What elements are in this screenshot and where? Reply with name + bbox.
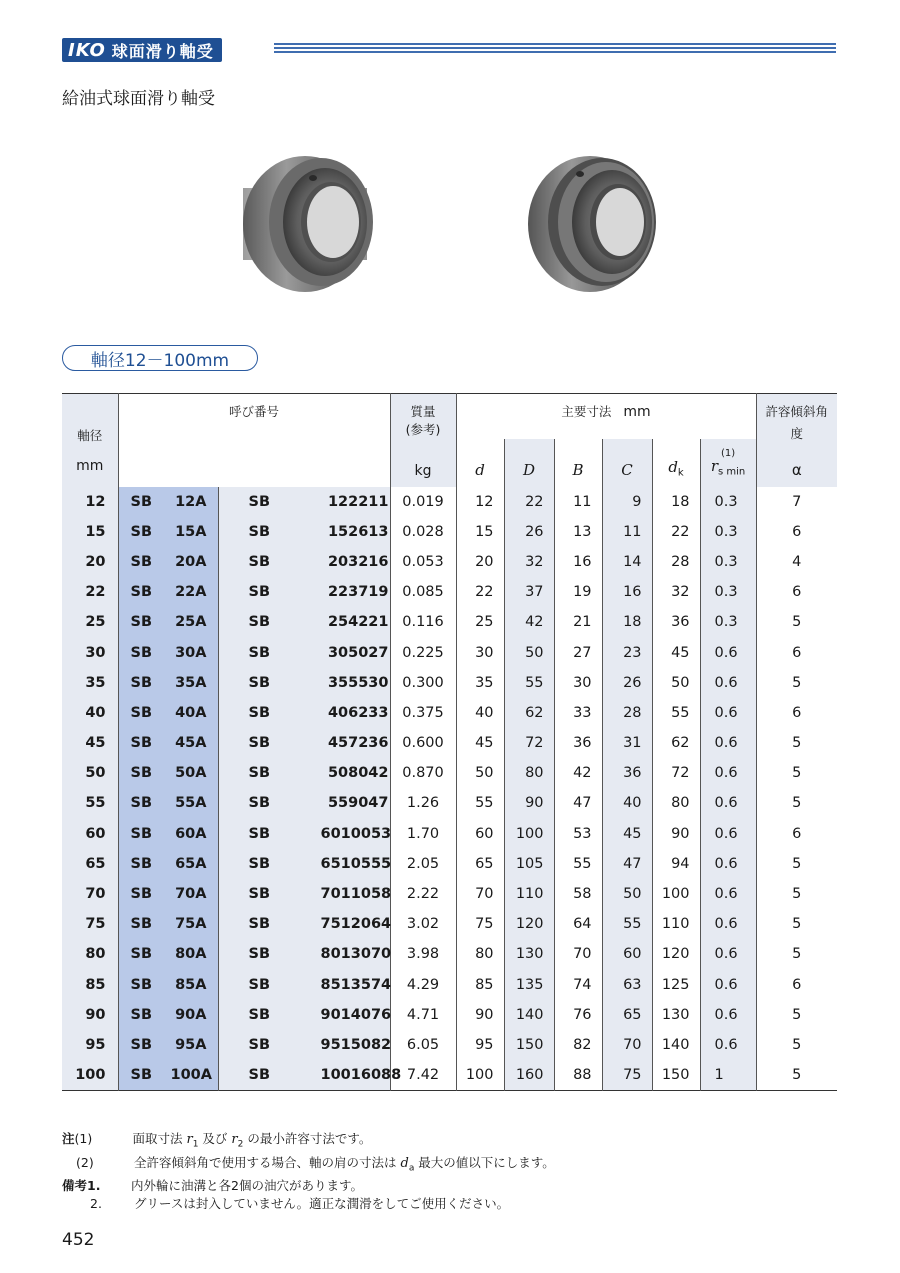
cell-mass: 1.70 [390,819,456,849]
notes [62,1130,555,1213]
cell-shaft: 95 [62,1030,118,1060]
header-shaft-dia: 軸径 mm [62,394,118,487]
cell-mass: 4.29 [390,970,456,1000]
cell-designation-b: SB 6010053 [218,819,390,849]
cell-shaft: 22 [62,577,118,607]
cell-alpha: 6 [756,637,837,667]
remark-1: 備考1. 内外輪に油溝と各2個の油穴があります。 [62,1178,363,1193]
cell-dk: 28 [652,547,700,577]
cell-D: 62 [504,698,554,728]
cell-D: 140 [504,1000,554,1030]
cell-alpha: 6 [756,970,837,1000]
cell-designation-b: SB 355530 [218,668,390,698]
cell-D: 72 [504,728,554,758]
table-row [62,577,837,607]
cell-dk: 55 [652,698,700,728]
cell-B: 58 [554,879,602,909]
cell-designation-a: SB 45A [118,728,218,758]
table-row [62,517,837,547]
cell-designation-b: SB 457236 [218,728,390,758]
cell-designation-b: SB 122211 [218,487,390,517]
cell-shaft: 65 [62,849,118,879]
cell-dk: 125 [652,970,700,1000]
cell-designation-a: SB 70A [118,879,218,909]
cell-B: 33 [554,698,602,728]
cell-mass: 3.98 [390,939,456,969]
cell-dk: 62 [652,728,700,758]
cell-rs: 0.6 [700,939,756,969]
cell-B: 82 [554,1030,602,1060]
cell-dk: 94 [652,849,700,879]
cell-B: 30 [554,668,602,698]
note-1: 注(1) 面取寸法 $r_1$ 及び $r_2$ の最小許容寸法です。 [62,1131,372,1150]
cell-B: 70 [554,939,602,969]
cell-mass: 2.22 [390,879,456,909]
cell-designation-b: SB 223719 [218,577,390,607]
cell-B: 27 [554,637,602,667]
table-row [62,788,837,818]
cell-D: 130 [504,939,554,969]
cell-d: 20 [456,547,504,577]
cell-rs: 0.3 [700,577,756,607]
cell-d: 90 [456,1000,504,1030]
cell-shaft: 35 [62,668,118,698]
cell-C: 23 [602,637,652,667]
cell-C: 26 [602,668,652,698]
cell-shaft: 40 [62,698,118,728]
cell-alpha: 5 [756,728,837,758]
table-row [62,487,837,517]
cell-C: 9 [602,487,652,517]
cell-shaft: 100 [62,1060,118,1091]
cell-shaft: 60 [62,819,118,849]
cell-alpha: 5 [756,758,837,788]
cell-alpha: 6 [756,698,837,728]
table-row [62,728,837,758]
cell-designation-b: SB 9515082 [218,1030,390,1060]
cell-designation-b: SB 8013070 [218,939,390,969]
cell-C: 40 [602,788,652,818]
cell-designation-b: SB 9014076 [218,1000,390,1030]
cell-shaft: 15 [62,517,118,547]
table-row [62,819,837,849]
cell-rs: 0.6 [700,849,756,879]
cell-C: 36 [602,758,652,788]
cell-d: 50 [456,758,504,788]
cell-alpha: 6 [756,577,837,607]
header-col-C: C [602,439,652,487]
cell-dk: 72 [652,758,700,788]
cell-rs: 0.6 [700,1000,756,1030]
cell-C: 60 [602,939,652,969]
cell-d: 15 [456,517,504,547]
cell-B: 88 [554,1060,602,1091]
cell-designation-a: SB 15A [118,517,218,547]
cell-B: 42 [554,758,602,788]
cell-d: 22 [456,577,504,607]
header-designation: 呼び番号 [118,394,390,487]
cell-D: 55 [504,668,554,698]
cell-D: 150 [504,1030,554,1060]
cell-alpha: 5 [756,1000,837,1030]
cell-dk: 140 [652,1030,700,1060]
cell-rs: 0.3 [700,487,756,517]
table-row [62,637,837,667]
cell-shaft: 30 [62,637,118,667]
cell-alpha: 7 [756,487,837,517]
cell-B: 11 [554,487,602,517]
table-row [62,668,837,698]
cell-dk: 90 [652,819,700,849]
cell-dk: 110 [652,909,700,939]
cell-shaft: 85 [62,970,118,1000]
cell-designation-a: SB 75A [118,909,218,939]
cell-designation-a: SB 85A [118,970,218,1000]
cell-d: 45 [456,728,504,758]
cell-designation-a: SB 20A [118,547,218,577]
cell-rs: 1 [700,1060,756,1091]
cell-mass: 2.05 [390,849,456,879]
cell-d: 35 [456,668,504,698]
cell-d: 80 [456,939,504,969]
cell-designation-a: SB 35A [118,668,218,698]
cell-C: 18 [602,607,652,637]
spec-table-body [62,487,837,1091]
cell-mass: 0.116 [390,607,456,637]
cell-dk: 80 [652,788,700,818]
cell-mass: 1.26 [390,788,456,818]
cell-D: 160 [504,1060,554,1091]
table-row [62,758,837,788]
cell-alpha: 5 [756,849,837,879]
table-row [62,909,837,939]
cell-C: 65 [602,1000,652,1030]
note-2: (2) 全許容傾斜角で使用する場合、軸の肩の寸法は $d_a$ 最大の値以下にします。 [76,1154,555,1173]
cell-mass: 0.600 [390,728,456,758]
cell-d: 12 [456,487,504,517]
cell-designation-b: SB 7011058 [218,879,390,909]
cell-designation-a: SB 50A [118,758,218,788]
cell-alpha: 4 [756,547,837,577]
cell-dk: 45 [652,637,700,667]
cell-C: 75 [602,1060,652,1091]
cell-designation-b: SB 203216 [218,547,390,577]
shaft-range-tag: 軸径12－100mm [62,345,258,371]
table-row [62,879,837,909]
cell-mass: 0.053 [390,547,456,577]
table-row [62,547,837,577]
cell-mass: 0.870 [390,758,456,788]
brand-header [62,38,222,62]
cell-D: 22 [504,487,554,517]
cell-D: 120 [504,909,554,939]
cell-rs: 0.6 [700,879,756,909]
cell-C: 45 [602,819,652,849]
cell-mass: 0.019 [390,487,456,517]
cell-alpha: 5 [756,607,837,637]
cell-D: 50 [504,637,554,667]
cell-rs: 0.3 [700,607,756,637]
cell-rs: 0.6 [700,1030,756,1060]
cell-alpha: 5 [756,879,837,909]
cell-C: 16 [602,577,652,607]
cell-D: 90 [504,788,554,818]
page-subtitle: 給油式球面滑り軸受 [62,89,215,109]
cell-designation-b: SB 305027 [218,637,390,667]
cell-B: 21 [554,607,602,637]
cell-D: 135 [504,970,554,1000]
cell-rs: 0.6 [700,788,756,818]
cell-B: 53 [554,819,602,849]
cell-designation-a: SB 90A [118,1000,218,1030]
header-tilt: 許容傾斜角 度 α [756,394,837,487]
cell-rs: 0.6 [700,970,756,1000]
cell-d: 65 [456,849,504,879]
cell-designation-a: SB 55A [118,788,218,818]
cell-D: 42 [504,607,554,637]
cell-designation-a: SB 95A [118,1030,218,1060]
table-row [62,1000,837,1030]
cell-alpha: 6 [756,819,837,849]
cell-rs: 0.6 [700,909,756,939]
cell-C: 28 [602,698,652,728]
cell-dk: 32 [652,577,700,607]
header-mass: 質量 (参考) kg [390,394,456,487]
cell-C: 31 [602,728,652,758]
cell-d: 30 [456,637,504,667]
cell-designation-b: SB 10016088 [218,1060,390,1091]
cell-mass: 0.085 [390,577,456,607]
cell-alpha: 5 [756,1060,837,1091]
cell-designation-a: SB 80A [118,939,218,969]
header-col-rs: (1) $r_{s min}$ [700,439,756,487]
cell-rs: 0.6 [700,637,756,667]
cell-designation-a: SB 100A [118,1060,218,1091]
cell-C: 14 [602,547,652,577]
cell-dk: 100 [652,879,700,909]
cell-rs: 0.6 [700,728,756,758]
cell-d: 55 [456,788,504,818]
cell-d: 85 [456,970,504,1000]
remark-2: 2. グリースは封入していません。適正な潤滑をしてご使用ください。 [90,1196,510,1211]
cell-designation-a: SB 22A [118,577,218,607]
table-row [62,939,837,969]
cell-mass: 6.05 [390,1030,456,1060]
cell-alpha: 5 [756,1030,837,1060]
cell-shaft: 55 [62,788,118,818]
cell-shaft: 20 [62,547,118,577]
cell-shaft: 70 [62,879,118,909]
cell-dk: 150 [652,1060,700,1091]
cell-rs: 0.6 [700,698,756,728]
cell-rs: 0.3 [700,517,756,547]
cell-designation-b: SB 559047 [218,788,390,818]
cell-d: 95 [456,1030,504,1060]
cell-designation-b: SB 508042 [218,758,390,788]
cell-B: 16 [554,547,602,577]
cell-mass: 0.225 [390,637,456,667]
cell-d: 100 [456,1060,504,1091]
section-title: 球面滑り軸受 [111,41,214,61]
cell-designation-a: SB 12A [118,487,218,517]
cell-shaft: 90 [62,1000,118,1030]
cell-designation-b: SB 152613 [218,517,390,547]
cell-D: 80 [504,758,554,788]
page-number: 452 [62,1230,95,1250]
cell-shaft: 50 [62,758,118,788]
cell-shaft: 45 [62,728,118,758]
table-row [62,849,837,879]
table-row [62,1060,837,1091]
cell-shaft: 25 [62,607,118,637]
cell-alpha: 6 [756,517,837,547]
cell-C: 47 [602,849,652,879]
header-main-dims: 主要寸法 mm [456,394,756,439]
cell-alpha: 5 [756,909,837,939]
cell-rs: 0.6 [700,758,756,788]
cell-shaft: 75 [62,909,118,939]
cell-designation-b: SB 7512064 [218,909,390,939]
cell-B: 55 [554,849,602,879]
cell-designation-a: SB 25A [118,607,218,637]
cell-dk: 36 [652,607,700,637]
cell-rs: 0.6 [700,668,756,698]
brand-box [62,38,222,62]
cell-designation-b: SB 8513574 [218,970,390,1000]
cell-B: 64 [554,909,602,939]
cell-designation-a: SB 40A [118,698,218,728]
cell-B: 74 [554,970,602,1000]
cell-B: 36 [554,728,602,758]
cell-dk: 130 [652,1000,700,1030]
cell-mass: 4.71 [390,1000,456,1030]
cell-dk: 18 [652,487,700,517]
cell-designation-b: SB 6510555 [218,849,390,879]
cell-D: 37 [504,577,554,607]
cell-d: 75 [456,909,504,939]
brand-logo: IKO [68,39,106,61]
cell-alpha: 5 [756,939,837,969]
cell-d: 70 [456,879,504,909]
cell-D: 105 [504,849,554,879]
cell-D: 32 [504,547,554,577]
cell-dk: 50 [652,668,700,698]
cell-shaft: 80 [62,939,118,969]
header-col-D: D [504,439,554,487]
cell-designation-a: SB 60A [118,819,218,849]
cell-mass: 0.375 [390,698,456,728]
cell-B: 76 [554,1000,602,1030]
cell-mass: 7.42 [390,1060,456,1091]
cell-mass: 0.300 [390,668,456,698]
table-row [62,698,837,728]
cell-dk: 22 [652,517,700,547]
cell-mass: 3.02 [390,909,456,939]
cell-B: 13 [554,517,602,547]
table-row [62,607,837,637]
cell-designation-a: SB 65A [118,849,218,879]
bearing-photo-left [235,148,385,298]
cell-designation-b: SB 406233 [218,698,390,728]
spec-table [62,393,837,1091]
cell-D: 100 [504,819,554,849]
cell-C: 50 [602,879,652,909]
cell-rs: 0.6 [700,819,756,849]
bearing-photo-right [520,148,670,298]
cell-alpha: 5 [756,788,837,818]
cell-D: 26 [504,517,554,547]
cell-C: 11 [602,517,652,547]
header-rule [274,43,836,57]
table-row [62,970,837,1000]
cell-designation-a: SB 30A [118,637,218,667]
cell-d: 40 [456,698,504,728]
cell-shaft: 12 [62,487,118,517]
cell-B: 47 [554,788,602,818]
cell-d: 60 [456,819,504,849]
header-col-B: B [554,439,602,487]
table-row [62,1030,837,1060]
cell-rs: 0.3 [700,547,756,577]
cell-d: 25 [456,607,504,637]
cell-alpha: 5 [756,668,837,698]
header-col-d: d [456,439,504,487]
cell-designation-b: SB 254221 [218,607,390,637]
cell-C: 55 [602,909,652,939]
cell-D: 110 [504,879,554,909]
cell-C: 70 [602,1030,652,1060]
cell-C: 63 [602,970,652,1000]
cell-mass: 0.028 [390,517,456,547]
cell-B: 19 [554,577,602,607]
cell-dk: 120 [652,939,700,969]
header-col-dk: $d_k$ [652,439,700,487]
